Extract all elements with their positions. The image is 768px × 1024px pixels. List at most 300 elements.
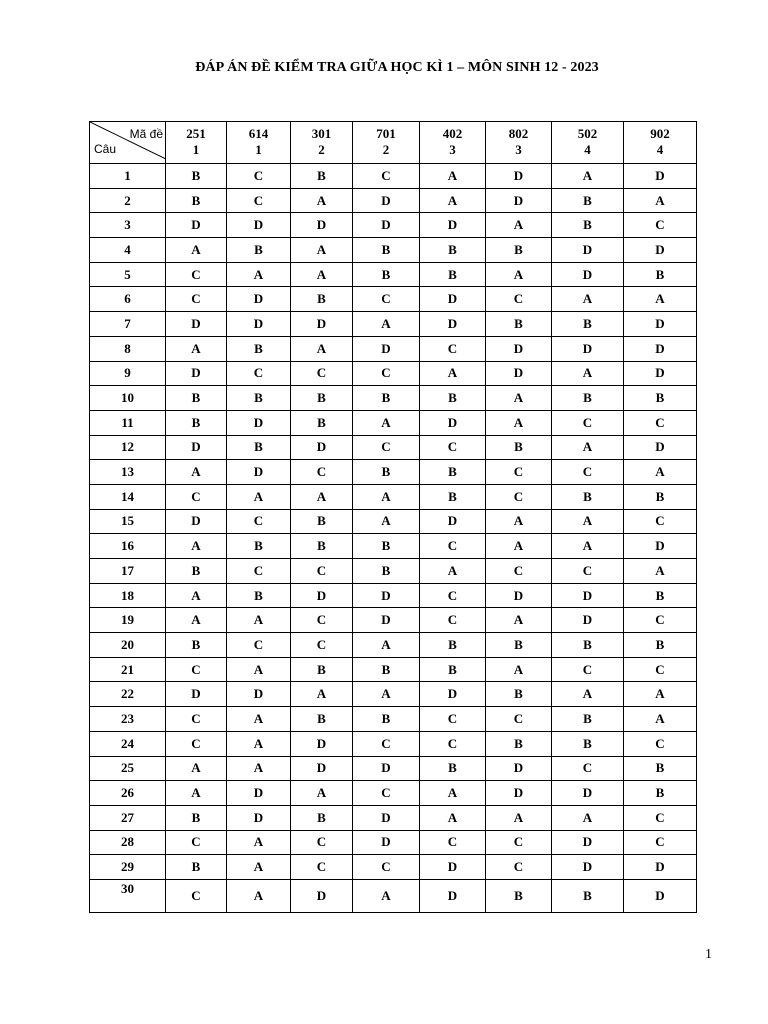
table-row [90,559,697,584]
answer-cell: D [227,460,291,485]
answer-cell: B [552,707,624,732]
answer-cell: C [353,855,420,880]
answer-cell: C [552,657,624,682]
answer-cell: B [227,583,291,608]
answer-cell: C [420,435,486,460]
exam-code: 701 [376,126,396,141]
answer-cell: C [420,608,486,633]
answer-cell: B [166,410,227,435]
exam-code-group: 2 [318,142,325,157]
answer-cell: B [291,410,353,435]
answer-cell: B [552,213,624,238]
answer-cell: A [227,707,291,732]
answer-cell: D [552,781,624,806]
exam-code-header [166,122,227,164]
answer-cell: C [291,633,353,658]
answer-cell: B [166,559,227,584]
table-row [90,805,697,830]
answer-cell: B [420,633,486,658]
answer-cell: A [624,707,697,732]
answer-cell: A [486,608,552,633]
answer-cell: D [227,805,291,830]
exam-code-header [353,122,420,164]
answer-cell: C [166,287,227,312]
answer-cell: B [291,509,353,534]
table-row [90,509,697,534]
answer-cell: D [624,312,697,337]
answer-cell: B [291,805,353,830]
question-number: 6 [90,287,166,312]
answer-cell: D [624,435,697,460]
exam-code-header-label: Mã đề [129,127,163,141]
answer-cell: D [552,238,624,263]
answer-cell: C [353,287,420,312]
answer-cell: A [552,509,624,534]
answer-cell: C [166,830,227,855]
answer-cell: C [291,361,353,386]
answer-cell: C [420,707,486,732]
table-row [90,583,697,608]
answer-cell: A [353,509,420,534]
answer-cell: B [291,386,353,411]
answer-cell: D [624,164,697,189]
answer-cell: D [353,608,420,633]
answer-cell: D [486,188,552,213]
answer-cell: A [353,484,420,509]
answer-cell: D [486,756,552,781]
answer-cell: A [166,336,227,361]
answer-cell: D [624,238,697,263]
answer-cell: C [227,509,291,534]
answer-cell: D [166,361,227,386]
answer-cell: D [291,731,353,756]
answer-cell: D [353,336,420,361]
answer-cell: A [166,534,227,559]
question-number: 5 [90,262,166,287]
answer-cell: A [486,262,552,287]
exam-code-group: 3 [449,142,456,157]
answer-cell: D [420,312,486,337]
answer-cell: D [291,583,353,608]
question-number: 17 [90,559,166,584]
answer-cell: C [227,164,291,189]
question-number: 1 [90,164,166,189]
answer-cell: C [624,410,697,435]
answer-cell: B [552,188,624,213]
answer-cell: B [624,583,697,608]
answer-cell: A [552,534,624,559]
answer-cell: C [486,287,552,312]
answer-cell: D [166,509,227,534]
answer-cell: C [291,559,353,584]
answer-cell: D [166,682,227,707]
answer-cell: C [624,657,697,682]
answer-cell: B [166,805,227,830]
answer-cell: D [552,583,624,608]
question-number: 3 [90,213,166,238]
exam-code-group: 1 [255,142,262,157]
table-row [90,386,697,411]
question-number: 30 [90,879,166,912]
answer-cell: D [552,262,624,287]
answer-cell: A [552,435,624,460]
answer-cell: A [420,805,486,830]
answer-cell: B [166,855,227,880]
question-number: 4 [90,238,166,263]
answer-cell: B [624,262,697,287]
answer-cell: B [486,435,552,460]
answer-cell: B [291,707,353,732]
question-number: 19 [90,608,166,633]
exam-code: 402 [442,126,463,141]
answer-cell: A [486,410,552,435]
answer-cell: D [227,410,291,435]
answer-cell: B [486,312,552,337]
exam-code-group: 2 [382,142,390,157]
answer-cell: B [420,657,486,682]
answer-cell: A [291,262,353,287]
answer-cell: C [486,559,552,584]
answer-cell: A [486,509,552,534]
header-row [90,122,697,164]
answer-cell: C [420,336,486,361]
question-number: 27 [90,805,166,830]
answer-cell: B [353,460,420,485]
answer-cell: D [486,583,552,608]
question-number: 20 [90,633,166,658]
answer-cell: B [486,633,552,658]
table-row [90,262,697,287]
answer-cell: B [552,731,624,756]
answer-cell: B [420,756,486,781]
answer-cell: D [552,336,624,361]
answer-cell: B [624,484,697,509]
answer-cell: B [420,460,486,485]
answer-cell: D [166,312,227,337]
question-number: 21 [90,657,166,682]
question-number: 12 [90,435,166,460]
answer-cell: C [552,756,624,781]
answer-cell: D [420,682,486,707]
answer-cell: B [353,386,420,411]
answer-cell: A [486,805,552,830]
answer-cell: B [552,386,624,411]
answer-cell: A [353,682,420,707]
answer-cell: C [420,830,486,855]
answer-cell: A [227,879,291,912]
answer-cell: B [291,534,353,559]
question-number: 8 [90,336,166,361]
exam-code: 502 [577,126,598,141]
question-number: 7 [90,312,166,337]
answer-cell: C [552,460,624,485]
answer-cell: A [227,855,291,880]
answer-body [90,164,697,913]
answer-cell: D [552,608,624,633]
answer-cell: B [552,484,624,509]
answer-cell: D [291,435,353,460]
answer-cell: B [486,682,552,707]
question-number: 10 [90,386,166,411]
answer-cell: A [552,164,624,189]
exam-code-header [624,122,697,164]
exam-code: 802 [508,126,529,141]
question-number: 25 [90,756,166,781]
table-row [90,756,697,781]
answer-cell: C [420,731,486,756]
answer-cell: B [624,756,697,781]
answer-cell: D [227,682,291,707]
answer-cell: D [624,336,697,361]
answer-cell: C [486,855,552,880]
answer-cell: A [420,559,486,584]
answer-key-table [89,121,697,913]
answer-cell: C [353,731,420,756]
answer-cell: A [353,633,420,658]
answer-cell: B [624,781,697,806]
table-row [90,164,697,189]
answer-cell: B [166,164,227,189]
answer-cell: D [291,756,353,781]
answer-cell: C [291,855,353,880]
answer-cell: D [291,879,353,912]
exam-code-header [291,122,353,164]
answer-cell: C [486,484,552,509]
answer-cell: C [486,460,552,485]
answer-cell: D [353,830,420,855]
question-number: 2 [90,188,166,213]
answer-cell: C [291,460,353,485]
answer-cell: B [624,386,697,411]
question-number: 13 [90,460,166,485]
answer-cell: B [420,386,486,411]
answer-cell: A [291,682,353,707]
answer-cell: C [166,707,227,732]
header-corner-cell [90,122,166,164]
answer-cell: B [552,879,624,912]
answer-cell: D [624,879,697,912]
answer-cell: D [486,361,552,386]
answer-cell: B [353,559,420,584]
answer-cell: C [227,559,291,584]
answer-cell: A [420,781,486,806]
answer-cell: C [552,559,624,584]
answer-cell: C [227,633,291,658]
answer-cell: A [624,188,697,213]
answer-cell: B [227,435,291,460]
answer-cell: D [353,213,420,238]
answer-cell: D [486,336,552,361]
exam-code-group: 4 [584,142,591,157]
question-number: 29 [90,855,166,880]
table-row [90,410,697,435]
page-number: 1 [705,947,712,962]
answer-cell: C [227,188,291,213]
answer-cell: C [486,707,552,732]
answer-cell: D [624,534,697,559]
question-number: 18 [90,583,166,608]
answer-cell: D [227,781,291,806]
question-number: 15 [90,509,166,534]
answer-cell: D [353,756,420,781]
answer-cell: A [353,879,420,912]
table-row [90,435,697,460]
answer-cell: A [420,188,486,213]
table-row [90,608,697,633]
question-number: 14 [90,484,166,509]
answer-cell: B [166,386,227,411]
answer-cell: D [420,509,486,534]
answer-cell: D [486,164,552,189]
answer-cell: B [486,238,552,263]
answer-cell: A [486,213,552,238]
answer-cell: A [420,361,486,386]
table-row [90,830,697,855]
exam-code-header [227,122,291,164]
answer-cell: A [227,484,291,509]
answer-cell: C [166,731,227,756]
answer-cell: A [552,287,624,312]
answer-cell: A [486,386,552,411]
answer-cell: B [166,188,227,213]
answer-cell: A [227,657,291,682]
answer-cell: A [353,312,420,337]
answer-cell: B [227,534,291,559]
answer-cell: D [291,312,353,337]
answer-cell: C [291,830,353,855]
answer-cell: C [166,657,227,682]
exam-code-header [552,122,624,164]
question-number: 26 [90,781,166,806]
answer-cell: C [353,435,420,460]
answer-cell: C [624,830,697,855]
exam-code-group: 3 [515,142,522,157]
answer-cell: D [227,312,291,337]
answer-cell: D [552,830,624,855]
answer-cell: D [291,213,353,238]
answer-cell: A [486,534,552,559]
answer-cell: B [353,657,420,682]
answer-cell: A [291,484,353,509]
answer-cell: B [624,633,697,658]
answer-cell: D [624,855,697,880]
page-title: ĐÁP ÁN ĐỀ KIỂM TRA GIỮA HỌC KÌ 1 – MÔN SINH 12 - 2023 [195,60,599,75]
table-row [90,682,697,707]
answer-cell: C [166,484,227,509]
answer-cell: B [486,731,552,756]
answer-cell: D [420,213,486,238]
answer-cell: B [552,633,624,658]
answer-cell: C [420,534,486,559]
answer-cell: D [552,855,624,880]
answer-cell: D [486,781,552,806]
answer-cell: A [624,460,697,485]
table-row [90,633,697,658]
answer-cell: B [420,484,486,509]
table-row [90,484,697,509]
answer-cell: A [166,583,227,608]
table-row [90,188,697,213]
answer-cell: C [486,830,552,855]
table-row [90,287,697,312]
question-number: 28 [90,830,166,855]
answer-cell: A [166,608,227,633]
answer-cell: B [291,164,353,189]
exam-code: 902 [650,126,670,141]
table-row [90,657,697,682]
answer-cell: D [420,410,486,435]
answer-cell: C [291,608,353,633]
exam-code: 614 [248,126,269,141]
answer-cell: C [353,781,420,806]
table-row [90,855,697,880]
answer-cell: B [291,657,353,682]
answer-cell: C [624,805,697,830]
answer-cell: C [624,608,697,633]
answer-cell: C [552,410,624,435]
answer-cell: C [624,213,697,238]
table-row [90,361,697,386]
table-row [90,460,697,485]
table-row [90,707,697,732]
answer-cell: C [420,583,486,608]
answer-cell: B [353,707,420,732]
question-number: 16 [90,534,166,559]
answer-cell: B [420,262,486,287]
answer-cell: D [227,287,291,312]
answer-cell: A [552,682,624,707]
answer-cell: A [552,805,624,830]
table-row [90,781,697,806]
answer-cell: B [353,262,420,287]
exam-code-group: 1 [192,142,200,157]
table-row [90,336,697,361]
answer-cell: A [227,830,291,855]
answer-cell: A [166,460,227,485]
answer-cell: B [227,336,291,361]
answer-cell: A [624,287,697,312]
answer-cell: B [552,312,624,337]
answer-cell: D [420,287,486,312]
answer-cell: C [624,731,697,756]
answer-cell: C [353,361,420,386]
answer-cell: B [353,534,420,559]
question-header-label: Câu [94,142,117,156]
answer-cell: A [166,238,227,263]
answer-cell: B [227,386,291,411]
question-number: 11 [90,410,166,435]
exam-code: 251 [186,126,206,141]
question-number: 24 [90,731,166,756]
answer-cell: D [166,435,227,460]
exam-code: 301 [311,126,332,141]
table-row [90,312,697,337]
table-row [90,238,697,263]
answer-cell: C [227,361,291,386]
question-number: 23 [90,707,166,732]
answer-cell: A [166,781,227,806]
question-number: 22 [90,682,166,707]
answer-cell: B [420,238,486,263]
answer-cell: C [166,262,227,287]
question-number: 9 [90,361,166,386]
table-row [90,534,697,559]
answer-cell: C [353,164,420,189]
answer-cell: B [166,633,227,658]
answer-cell: A [166,756,227,781]
answer-cell: D [353,805,420,830]
answer-cell: D [227,213,291,238]
